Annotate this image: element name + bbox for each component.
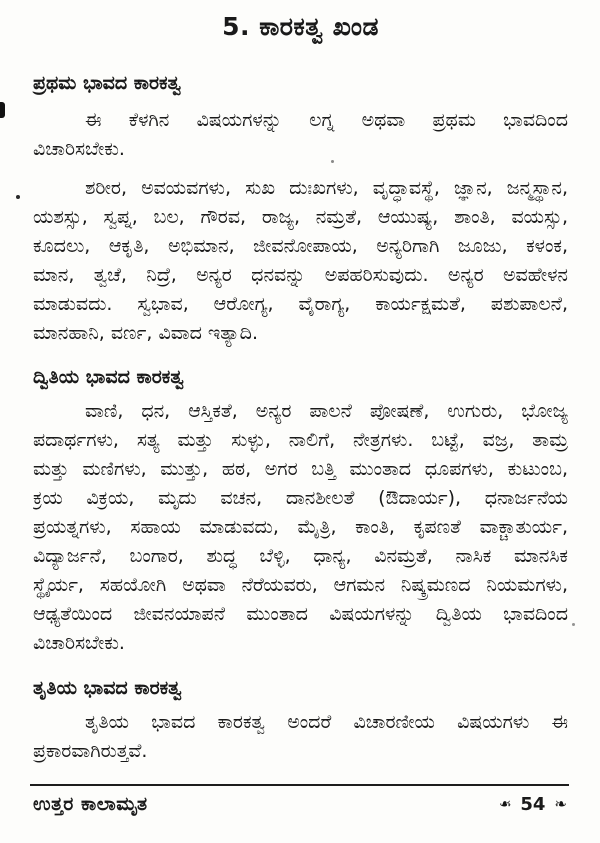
footer-book-title: ಉತ್ತರ ಕಾಲಾಮೃತ — [33, 793, 148, 815]
text-line: ತೃತಿಯ ಭಾವದ ಕಾರಕತ್ವ ಅಂದರೆ ವಿಚಾರಣೀಯ ವಿಷಯಗಳು ಈ — [85, 711, 568, 733]
text-line: ಮಾನ, ತ್ವಚೆ, ನಿದ್ರೆ, ಅನ್ಯರ ಧನವನ್ನು ಅಪಹರಿಸುವುದು. ಅನ್ಯರ ಅವಹೇಳನ — [33, 264, 568, 286]
text-line: ವಿಚಾರಿಸಬೇಕು. — [33, 632, 125, 654]
text-line: ಪದಾರ್ಥಗಳು, ಸತ್ಯ ಮತ್ತು ಸುಳ್ಳು, ನಾಲಿಗೆ, ನೇತ್ರಗಳು. ಬಟ್ಟೆ, ವಜ್ರ, ತಾಮ್ರ — [33, 429, 568, 451]
floral-ornament-icon: ❧ — [554, 794, 567, 813]
footer-divider — [30, 784, 569, 786]
paragraph — [33, 397, 568, 658]
text-line: ಯಶಸ್ಸು, ಸ್ವಪ್ನ, ಬಲ, ಗೌರವ, ರಾಜ್ಯ, ನಮ್ರತೆ, ಆಯುಷ್ಯ, ಶಾಂತಿ, ವಯಸ್ಸು, — [33, 206, 568, 228]
text-line: ಈ ಕೆಳಗಿನ ವಿಷಯಗಳನ್ನು ಲಗ್ನ ಅಥವಾ ಪ್ರಥಮ ಭಾವದಿಂದ — [85, 109, 568, 131]
text-line: ಕೂದಲು, ಆಕೃತಿ, ಅಭಿಮಾನ, ಜೀವನೋಪಾಯ, ಅನ್ಯರಿಗಾಗಿ ಜೂಜು, ಕಳಂಕ, — [33, 235, 568, 257]
text-line: ಮಾಡುವದು. ಸ್ವಭಾವ, ಆರೋಗ್ಯ, ವೈರಾಗ್ಯ, ಕಾರ್ಯಕ್ಷಮತೆ, ಪಶುಪಾಲನೆ, — [33, 293, 568, 315]
floral-ornament-icon: ❧ — [498, 794, 512, 813]
paragraph — [33, 106, 568, 164]
page-content — [33, 0, 568, 766]
text-line: ಶರೀರ, ಅವಯವಗಳು, ಸುಖ ದುಃಖಗಳು, ವೃದ್ಧಾವಸ್ಥೆ, ಜ್ಞಾನ, ಜನ್ಮಸ್ಥಾನ, — [85, 177, 568, 199]
page-footer — [33, 793, 567, 815]
section-trutiya-bhava — [33, 675, 568, 766]
text-line: ಮತ್ತು ಮಣಿಗಳು, ಮುತ್ತು, ಹಠ, ಅಗರ ಬತ್ತಿ ಮುಂತಾದ ಧೂಪಗಳು, ಕುಟುಂಬ, — [33, 458, 568, 480]
text-line: ವಾಣಿ, ಧನ, ಆಸ್ತಿಕತೆ, ಅನ್ಯರ ಪಾಲನೆ ಪೋಷಣೆ, ಉಗುರು, ಭೋಜ್ಯ — [85, 400, 568, 422]
text-line: ವಿದ್ಯಾರ್ಜನೆ, ಬಂಗಾರ, ಶುದ್ಧ ಬೆಳ್ಳಿ, ಧಾನ್ಯ, ವಿನಮ್ರತೆ, ನಾಸಿಕ ಮಾನಸಿಕ — [33, 545, 568, 567]
text-line: ಕ್ರಯ ವಿಕ್ರಯ, ಮೃದು ವಚನ, ದಾನಶೀಲತೆ (ಔದಾರ್ಯ), ಧನಾರ್ಜನೆಯ — [33, 487, 568, 509]
paragraph — [33, 708, 568, 766]
text-line: ಆಢ್ಯತೆಯಿಂದ ಜೀವನಯಾಪನೆ ಮುಂತಾದ ವಿಷಯಗಳನ್ನು ದ್ವಿತಿಯ ಭಾವದಿಂದ — [33, 603, 568, 625]
section-heading: ದ್ವಿತಿಯ ಭಾವದ ಕಾರಕತ್ವ — [33, 366, 184, 388]
page-number: 54 — [520, 793, 546, 815]
scan-speck — [572, 623, 575, 626]
section-heading: ಪ್ರಥಮ ಭಾವದ ಕಾರಕತ್ವ — [33, 72, 182, 94]
chapter-title: 5. ಕಾರಕತ್ವ ಖಂಡ — [222, 12, 379, 41]
text-line: ಮಾನಹಾನಿ, ವರ್ಣ, ವಿವಾದ ಇತ್ಯಾದಿ. — [33, 322, 258, 344]
footer-page-number-group — [499, 794, 567, 815]
text-line: ಪ್ರಕಾರವಾಗಿರುತ್ತವೆ. — [33, 740, 148, 762]
text-line: ವಿಚಾರಿಸಬೇಕು. — [33, 138, 125, 160]
section-heading: ತೃತಿಯ ಭಾವದ ಕಾರಕತ್ವ — [33, 677, 182, 699]
section-dvitiya-bhava — [33, 364, 568, 658]
section-prathama-bhava — [33, 70, 568, 348]
scan-edge-mark — [0, 102, 5, 118]
scan-speck — [16, 195, 20, 199]
text-line: ಸ್ಥೈರ್ಯ, ಸಹಯೋಗಿ ಅಥವಾ ನೆರೆಯವರು, ಆಗಮನ ನಿಷ್ಕ್ರಮಣದ ನಿಯಮಗಳು, — [33, 574, 568, 596]
text-line: ಪ್ರಯತ್ನಗಳು, ಸಹಾಯ ಮಾಡುವದು, ಮೈತ್ರಿ, ಕಾಂತಿ, ಕೃಪಣತೆ ವಾಕ್ಚಾತುರ್ಯ, — [33, 516, 568, 538]
paragraph — [33, 174, 568, 348]
